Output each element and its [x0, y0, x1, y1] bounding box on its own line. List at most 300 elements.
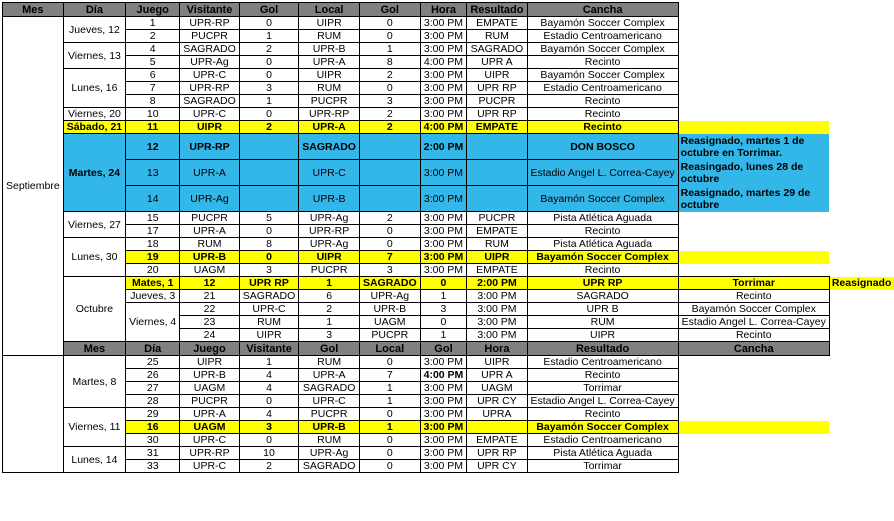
cell-juego: 21: [180, 290, 240, 303]
cell-hora: 3:00 PM: [467, 316, 527, 329]
cell-visitante: UPR-A: [180, 160, 240, 186]
cell-visitante: UPR-B: [180, 369, 240, 382]
cell-juego: 7: [126, 82, 180, 95]
table-row: [3, 108, 894, 121]
reassign-note: Reasignado, martes 29 de octubre: [678, 186, 829, 212]
cell-juego: 28: [126, 395, 180, 408]
month-cell: Octubre: [63, 277, 125, 342]
cell-cancha: Estadio Centroamericano: [527, 30, 678, 43]
header-gol-visitante: Gol: [299, 342, 360, 356]
table-row: [3, 264, 894, 277]
cell-visitante: UPR-RP: [180, 17, 240, 30]
cell-hora: 3:00 PM: [420, 408, 467, 421]
cell-gol-local: 0: [359, 434, 420, 447]
cell-resultado: EMPATE: [467, 434, 527, 447]
cell-gol-local: 2: [359, 69, 420, 82]
cell-gol-local: 0: [420, 277, 467, 290]
cell-resultado: RUM: [467, 238, 527, 251]
cell-juego: 25: [126, 356, 180, 369]
cell-hora: 3:00 PM: [420, 212, 467, 225]
cell-local: SAGRADO: [359, 277, 420, 290]
cell-juego: 18: [126, 238, 180, 251]
day-cell: Mates, 1: [126, 277, 180, 290]
table-row: [3, 408, 894, 421]
cell-resultado: RUM: [467, 30, 527, 43]
cell-local: UIPR: [299, 69, 360, 82]
cell-local: UPR-A: [299, 121, 360, 134]
cell-hora: 3:00 PM: [420, 460, 467, 473]
cell-gol-local: 0: [359, 82, 420, 95]
cell-resultado: [467, 134, 527, 160]
header-row: [3, 3, 894, 17]
cell-gol-local: 1: [359, 395, 420, 408]
cell-local: UPR-B: [359, 303, 420, 316]
cell-local: SAGRADO: [299, 134, 360, 160]
cell-resultado: [467, 421, 527, 434]
cell-visitante: UPR-Ag: [180, 56, 240, 69]
cell-gol-local: 0: [359, 408, 420, 421]
cell-visitante: SAGRADO: [180, 95, 240, 108]
cell-visitante: UPR-Ag: [180, 186, 240, 212]
cell-juego: 19: [126, 251, 180, 264]
cell-local: UPR-A: [299, 369, 360, 382]
cell-juego: 12: [126, 134, 180, 160]
cell-hora: 3:00 PM: [420, 238, 467, 251]
cell-gol-visitante: [239, 160, 299, 186]
cell-local: UPR-C: [299, 160, 360, 186]
header-dia: Día: [63, 3, 125, 17]
day-cell: Lunes, 14: [63, 447, 125, 473]
day-cell: Viernes, 27: [63, 212, 125, 238]
cell-local: UAGM: [359, 316, 420, 329]
cell-cancha: Recinto: [527, 108, 678, 121]
cell-cancha: Bayamón Soccer Complex: [527, 421, 678, 434]
cell-gol-visitante: 0: [239, 56, 299, 69]
cell-resultado: UPR CY: [467, 460, 527, 473]
reassign-note: Reasignado: [829, 277, 894, 290]
cell-cancha: Estadio Centroamericano: [527, 356, 678, 369]
cell-cancha: Estadio Centroamericano: [527, 82, 678, 95]
cell-resultado: UIPR: [527, 329, 678, 342]
cell-hora: 3:00 PM: [467, 329, 527, 342]
header-gol-local: Gol: [359, 3, 420, 17]
header-juego: Juego: [180, 342, 240, 356]
cell-cancha: Bayamón Soccer Complex: [527, 186, 678, 212]
cell-cancha: Estadio Angel L. Correa-Cayey: [527, 160, 678, 186]
cell-gol-local: [359, 160, 420, 186]
cell-cancha: Pista Atlética Aguada: [527, 212, 678, 225]
cell-cancha: Recinto: [527, 408, 678, 421]
cell-local: RUM: [299, 434, 360, 447]
cell-local: UPR-C: [299, 395, 360, 408]
cell-gol-visitante: 2: [239, 121, 299, 134]
cell-resultado: UAGM: [467, 382, 527, 395]
cell-local: RUM: [299, 82, 360, 95]
cell-local: UPR-B: [299, 186, 360, 212]
cell-local: PUCPR: [299, 264, 360, 277]
cell-gol-visitante: [239, 134, 299, 160]
cell-cancha: Torrimar: [678, 277, 829, 290]
cell-gol-visitante: 4: [239, 382, 299, 395]
cell-gol-visitante: 0: [239, 69, 299, 82]
table-row: [3, 17, 894, 30]
cell-juego: 13: [126, 160, 180, 186]
cell-visitante: UIPR: [180, 121, 240, 134]
header-mes: Mes: [63, 342, 125, 356]
cell-visitante: UAGM: [180, 264, 240, 277]
cell-resultado: [467, 186, 527, 212]
cell-gol-local: 0: [359, 30, 420, 43]
cell-local: SAGRADO: [299, 382, 360, 395]
header-visitante: Visitante: [180, 3, 240, 17]
table-row: [3, 447, 894, 460]
cell-gol-visitante: 4: [239, 369, 299, 382]
cell-resultado: EMPATE: [467, 225, 527, 238]
cell-gol-visitante: 0: [239, 251, 299, 264]
cell-hora: 3:00 PM: [420, 264, 467, 277]
cell-juego: 10: [126, 108, 180, 121]
cell-resultado: UPR RP: [467, 82, 527, 95]
cell-cancha: Recinto: [527, 121, 678, 134]
day-cell: Jueves, 3: [126, 290, 180, 303]
cell-local: UPR-Ag: [299, 212, 360, 225]
header-cancha: Cancha: [678, 342, 829, 356]
cell-hora: 3:00 PM: [420, 43, 467, 56]
cell-resultado: EMPATE: [467, 264, 527, 277]
cell-gol-local: 0: [420, 316, 467, 329]
cell-cancha: Torrimar: [527, 460, 678, 473]
cell-gol-visitante: 1: [299, 316, 360, 329]
cell-local: UIPR: [299, 17, 360, 30]
cell-visitante: UPR-A: [180, 225, 240, 238]
cell-visitante: UPR-B: [180, 251, 240, 264]
table-row: [3, 277, 894, 290]
cell-juego: 4: [126, 43, 180, 56]
cell-hora: 3:00 PM: [420, 186, 467, 212]
table-row: [3, 382, 894, 395]
table-row: [3, 95, 894, 108]
cell-gol-visitante: 3: [239, 421, 299, 434]
cell-juego: 16: [126, 421, 180, 434]
cell-visitante: UPR-RP: [180, 134, 240, 160]
cell-gol-visitante: 5: [239, 212, 299, 225]
cell-resultado: UPR RP: [467, 447, 527, 460]
cell-local: UPR-A: [299, 56, 360, 69]
cell-gol-visitante: 0: [239, 108, 299, 121]
cell-resultado: UPR A: [467, 369, 527, 382]
cell-juego: 20: [126, 264, 180, 277]
cell-visitante: PUCPR: [180, 212, 240, 225]
cell-cancha: Bayamón Soccer Complex: [527, 251, 678, 264]
cell-local: UIPR: [299, 251, 360, 264]
cell-gol-visitante: 0: [239, 225, 299, 238]
cell-visitante: SAGRADO: [239, 290, 299, 303]
cell-local: SAGRADO: [299, 460, 360, 473]
cell-local: PUCPR: [299, 95, 360, 108]
cell-cancha: Recinto: [527, 95, 678, 108]
cell-visitante: UPR-A: [180, 408, 240, 421]
cell-cancha: Torrimar: [527, 382, 678, 395]
cell-visitante: SAGRADO: [180, 43, 240, 56]
cell-resultado: RUM: [527, 316, 678, 329]
cell-juego: 6: [126, 69, 180, 82]
day-cell: Lunes, 16: [63, 69, 125, 108]
cell-resultado: UIPR: [467, 251, 527, 264]
table-row: [3, 160, 894, 186]
cell-visitante: RUM: [180, 238, 240, 251]
table-row: [3, 43, 894, 56]
cell-gol-visitante: 3: [239, 264, 299, 277]
cell-local: RUM: [299, 356, 360, 369]
table-row: [3, 134, 894, 160]
cell-gol-visitante: 0: [239, 395, 299, 408]
cell-hora: 4:00 PM: [420, 369, 467, 382]
header-gol-local: Gol: [420, 342, 467, 356]
cell-gol-visitante: 10: [239, 447, 299, 460]
cell-gol-visitante: [239, 186, 299, 212]
cell-visitante: UPR-C: [239, 303, 299, 316]
cell-visitante: RUM: [239, 316, 299, 329]
cell-resultado: UPR CY: [467, 395, 527, 408]
cell-visitante: UAGM: [180, 421, 240, 434]
cell-hora: 3:00 PM: [420, 17, 467, 30]
table-row: [3, 69, 894, 82]
cell-gol-visitante: 0: [239, 434, 299, 447]
cell-cancha: Recinto: [678, 290, 829, 303]
cell-hora: 3:00 PM: [420, 356, 467, 369]
cell-cancha: Bayamón Soccer Complex: [527, 43, 678, 56]
cell-visitante: UPR RP: [239, 277, 299, 290]
cell-gol-local: 2: [359, 108, 420, 121]
cell-visitante: UPR-RP: [180, 447, 240, 460]
header-visitante: Visitante: [239, 342, 299, 356]
cell-gol-local: 0: [359, 447, 420, 460]
cell-gol-visitante: 6: [299, 290, 360, 303]
cell-gol-local: 7: [359, 251, 420, 264]
cell-resultado: EMPATE: [467, 17, 527, 30]
cell-visitante: UIPR: [239, 329, 299, 342]
header-local: Local: [359, 342, 420, 356]
cell-hora: 3:00 PM: [420, 395, 467, 408]
cell-gol-visitante: 1: [239, 95, 299, 108]
cell-hora: 3:00 PM: [420, 382, 467, 395]
cell-visitante: UIPR: [180, 356, 240, 369]
table-row: [3, 421, 894, 434]
table-row: [3, 460, 894, 473]
cell-hora: 3:00 PM: [420, 225, 467, 238]
cell-juego: 12: [180, 277, 240, 290]
cell-juego: 11: [126, 121, 180, 134]
table-row: [3, 290, 894, 303]
header-row: [3, 342, 894, 356]
cell-juego: 5: [126, 56, 180, 69]
cell-hora: 3:00 PM: [467, 290, 527, 303]
header-cancha: Cancha: [527, 3, 678, 17]
header-juego: Juego: [126, 3, 180, 17]
day-cell: Jueves, 12: [63, 17, 125, 43]
cell-gol-local: [359, 186, 420, 212]
header-resultado: Resultado: [527, 342, 678, 356]
cell-resultado: UPR B: [527, 303, 678, 316]
schedule-table: [2, 2, 894, 473]
cell-gol-visitante: 1: [299, 277, 360, 290]
cell-gol-local: 2: [359, 121, 420, 134]
cell-resultado: UPRA: [467, 408, 527, 421]
cell-cancha: DON BOSCO: [527, 134, 678, 160]
cell-cancha: Recinto: [527, 56, 678, 69]
table-row: [3, 369, 894, 382]
cell-gol-local: 0: [359, 356, 420, 369]
cell-gol-visitante: 2: [239, 460, 299, 473]
cell-gol-visitante: 3: [239, 82, 299, 95]
cell-hora: 3:00 PM: [420, 434, 467, 447]
cell-visitante: UAGM: [180, 382, 240, 395]
cell-juego: 17: [126, 225, 180, 238]
cell-gol-visitante: 0: [239, 17, 299, 30]
cell-local: UPR-RP: [299, 108, 360, 121]
day-cell: Martes, 8: [63, 356, 125, 408]
cell-hora: 3:00 PM: [420, 447, 467, 460]
cell-gol-visitante: 2: [239, 43, 299, 56]
month-cell: Septiembre: [3, 17, 64, 356]
cell-cancha: Recinto: [527, 264, 678, 277]
cell-juego: 15: [126, 212, 180, 225]
cell-hora: 3:00 PM: [420, 95, 467, 108]
cell-gol-local: 0: [359, 460, 420, 473]
cell-resultado: PUCPR: [467, 212, 527, 225]
reassign-note: Reasignado, martes 1 de octubre en Torrimar.: [678, 134, 829, 160]
cell-resultado: EMPATE: [467, 121, 527, 134]
cell-juego: 23: [180, 316, 240, 329]
cell-gol-local: 1: [359, 382, 420, 395]
cell-gol-local: 3: [420, 303, 467, 316]
table-row: [3, 251, 894, 264]
cell-juego: 27: [126, 382, 180, 395]
cell-juego: 1: [126, 17, 180, 30]
cell-local: RUM: [299, 30, 360, 43]
cell-hora: 3:00 PM: [420, 108, 467, 121]
cell-juego: 33: [126, 460, 180, 473]
cell-gol-local: 0: [359, 17, 420, 30]
cell-gol-visitante: 2: [299, 303, 360, 316]
cell-gol-visitante: 3: [299, 329, 360, 342]
cell-cancha: Estadio Angel L. Correa-Cayey: [678, 316, 829, 329]
table-row: [3, 356, 894, 369]
cell-resultado: SAGRADO: [527, 290, 678, 303]
cell-cancha: Bayamón Soccer Complex: [527, 69, 678, 82]
table-row: [3, 225, 894, 238]
cell-gol-local: 1: [420, 290, 467, 303]
cell-resultado: SAGRADO: [467, 43, 527, 56]
cell-gol-visitante: 8: [239, 238, 299, 251]
cell-resultado: UPR RP: [467, 108, 527, 121]
day-cell: Viernes, 4: [126, 303, 180, 342]
header-local: Local: [299, 3, 360, 17]
cell-local: UPR-Ag: [299, 238, 360, 251]
cell-gol-local: 1: [420, 329, 467, 342]
table-row: [3, 395, 894, 408]
cell-local: UPR-Ag: [359, 290, 420, 303]
cell-cancha: Recinto: [527, 225, 678, 238]
cell-hora: 3:00 PM: [420, 30, 467, 43]
cell-juego: 2: [126, 30, 180, 43]
cell-local: UPR-RP: [299, 225, 360, 238]
day-cell: Sábado, 21: [63, 121, 125, 134]
header-gol-visitante: Gol: [239, 3, 299, 17]
reassign-note: Reasingado, lunes 28 de octubre: [678, 160, 829, 186]
table-row: [3, 434, 894, 447]
cell-cancha: Bayamón Soccer Complex: [527, 17, 678, 30]
cell-gol-local: 3: [359, 264, 420, 277]
cell-gol-visitante: 1: [239, 30, 299, 43]
cell-hora: 3:00 PM: [420, 69, 467, 82]
cell-cancha: Pista Atlética Aguada: [527, 447, 678, 460]
cell-visitante: UPR-C: [180, 460, 240, 473]
cell-hora: 3:00 PM: [420, 421, 467, 434]
day-cell: Lunes, 30: [63, 238, 125, 277]
header-hora: Hora: [420, 3, 467, 17]
header-mes: Mes: [3, 3, 64, 17]
cell-gol-local: 0: [359, 238, 420, 251]
cell-gol-local: 2: [359, 212, 420, 225]
month-cell: [3, 356, 64, 473]
table-row: [3, 303, 894, 316]
cell-juego: 14: [126, 186, 180, 212]
cell-gol-visitante: 4: [239, 408, 299, 421]
cell-local: PUCPR: [359, 329, 420, 342]
cell-hora: 2:00 PM: [420, 134, 467, 160]
cell-visitante: PUCPR: [180, 395, 240, 408]
day-cell: Martes, 24: [63, 134, 125, 212]
cell-resultado: UIPR: [467, 356, 527, 369]
cell-resultado: UPR RP: [527, 277, 678, 290]
table-row: [3, 212, 894, 225]
cell-hora: 3:00 PM: [420, 82, 467, 95]
cell-hora: 3:00 PM: [420, 251, 467, 264]
cell-juego: 22: [180, 303, 240, 316]
cell-cancha: Bayamón Soccer Complex: [678, 303, 829, 316]
cell-resultado: PUCPR: [467, 95, 527, 108]
header-hora: Hora: [467, 342, 527, 356]
cell-hora: 3:00 PM: [467, 303, 527, 316]
table-row: [3, 238, 894, 251]
cell-resultado: UIPR: [467, 69, 527, 82]
cell-hora: 2:00 PM: [467, 277, 527, 290]
cell-visitante: PUCPR: [180, 30, 240, 43]
cell-local: UPR-Ag: [299, 447, 360, 460]
cell-local: UPR-B: [299, 43, 360, 56]
cell-juego: 8: [126, 95, 180, 108]
cell-gol-local: 3: [359, 95, 420, 108]
table-row: [3, 56, 894, 69]
cell-juego: 24: [180, 329, 240, 342]
table-row: [3, 186, 894, 212]
table-row: [3, 30, 894, 43]
cell-gol-local: 1: [359, 421, 420, 434]
table-row: [3, 121, 894, 134]
cell-juego: 31: [126, 447, 180, 460]
cell-hora: 3:00 PM: [420, 160, 467, 186]
day-cell: Viernes, 20: [63, 108, 125, 121]
cell-resultado: UPR A: [467, 56, 527, 69]
cell-gol-local: 0: [359, 225, 420, 238]
cell-gol-local: [359, 134, 420, 160]
cell-hora: 4:00 PM: [420, 121, 467, 134]
header-dia: Día: [126, 342, 180, 356]
cell-visitante: UPR-C: [180, 108, 240, 121]
cell-local: PUCPR: [299, 408, 360, 421]
cell-hora: 4:00 PM: [420, 56, 467, 69]
